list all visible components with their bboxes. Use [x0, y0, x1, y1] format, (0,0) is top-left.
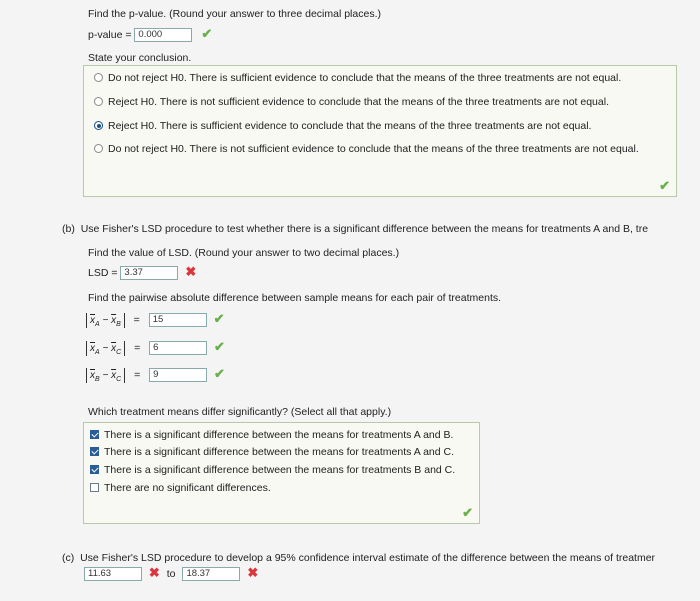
pvalue-prompt: Find the p-value. (Round your answer to three decimal places.)	[88, 8, 381, 20]
conclusion-options-panel	[83, 65, 677, 197]
correct-check-icon: ✔	[213, 311, 225, 326]
radio-button[interactable]	[94, 97, 103, 106]
checkbox-checked[interactable]	[90, 447, 99, 456]
lsd-row	[88, 264, 196, 280]
incorrect-x-icon: ✖	[185, 264, 197, 279]
correct-check-icon: ✔	[214, 339, 225, 354]
diff-ac-input[interactable]: 6	[149, 341, 207, 355]
pairwise-prompt: Find the pairwise absolute difference between sample means for each pair of treatments.	[88, 292, 502, 304]
conclusion-option-2[interactable]: Reject H0. There is not sufficient evidence to conclude that the means of the three treatments are not equal.	[94, 95, 668, 109]
pair-row-ab: $\overline{x}_A - \overline{x}_B = 15$ ✔	[86, 311, 225, 328]
differences-panel	[83, 422, 480, 524]
conclusion-prompt: State your conclusion.	[88, 52, 192, 64]
interval-row	[84, 565, 258, 581]
abs-diff-bc: $\overline{x}_B - \overline{x}_C$	[86, 368, 125, 383]
lsd-label: LSD =	[88, 267, 118, 279]
pair-row-ac: $\overline{x}_A - \overline{x}_C = 6$ ✔	[86, 339, 225, 356]
ci-lower-input[interactable]: 11.63	[84, 567, 142, 581]
checkbox-option-bc[interactable]: There is a significant difference between the means for treatments B and C.	[90, 463, 471, 477]
abs-diff-ac: $\overline{x}_A - \overline{x}_C$	[86, 341, 125, 356]
incorrect-x-icon: ✖	[148, 565, 160, 580]
checkbox-checked[interactable]	[90, 430, 99, 439]
correct-check-icon: ✔	[214, 366, 225, 381]
checkbox-option-ab[interactable]: There is a significant difference between the means for treatments A and B.	[90, 428, 471, 442]
part-b-question: (b) Use Fisher's LSD procedure to test whether there is a significant difference between the means for treatments A and B, tre	[62, 223, 649, 235]
lsd-prompt: Find the value of LSD. (Round your answer to two decimal places.)	[88, 247, 400, 259]
diff-ab-input[interactable]: 15	[149, 313, 207, 327]
part-c-question: (c) Use Fisher's LSD procedure to develop a 95% confidence interval estimate of the difference between the means of treatmer	[62, 552, 656, 564]
pvalue-row	[88, 26, 212, 42]
checkbox-option-none[interactable]: There are no significant differences.	[90, 481, 471, 495]
correct-check-icon: ✔	[462, 505, 473, 520]
checkbox-unchecked[interactable]	[90, 483, 99, 492]
conclusion-option-3[interactable]: Reject H0. There is sufficient evidence to conclude that the means of the three treatments are not equal.	[94, 119, 668, 133]
checkbox-checked[interactable]	[90, 465, 99, 474]
radio-button[interactable]	[94, 73, 103, 82]
differ-prompt: Which treatment means differ significantly? (Select all that apply.)	[88, 406, 392, 418]
pair-row-bc: $\overline{x}_B - \overline{x}_C = 9$ ✔	[86, 366, 225, 383]
pvalue-label: p-value =	[88, 29, 132, 41]
radio-button[interactable]	[94, 144, 103, 153]
ci-upper-input[interactable]: 18.37	[182, 567, 240, 581]
to-label: to	[166, 568, 176, 580]
abs-diff-ab: $\overline{x}_A - \overline{x}_B$	[86, 313, 125, 328]
diff-bc-input[interactable]: 9	[149, 368, 207, 382]
conclusion-option-4[interactable]: Do not reject H0. There is not sufficient evidence to conclude that the means of the three treatments are not equal.	[94, 142, 668, 156]
incorrect-x-icon: ✖	[247, 565, 259, 580]
conclusion-option-1[interactable]: Do not reject H0. There is sufficient evidence to conclude that the means of the three treatments are not equal.	[94, 71, 668, 85]
correct-check-icon: ✔	[201, 26, 213, 41]
correct-check-icon: ✔	[659, 178, 670, 193]
checkbox-option-ac[interactable]: There is a significant difference between the means for treatments A and C.	[90, 445, 471, 459]
lsd-input[interactable]: 3.37	[120, 266, 178, 280]
pvalue-input[interactable]: 0.000	[134, 28, 192, 42]
radio-button-selected[interactable]	[94, 121, 103, 130]
